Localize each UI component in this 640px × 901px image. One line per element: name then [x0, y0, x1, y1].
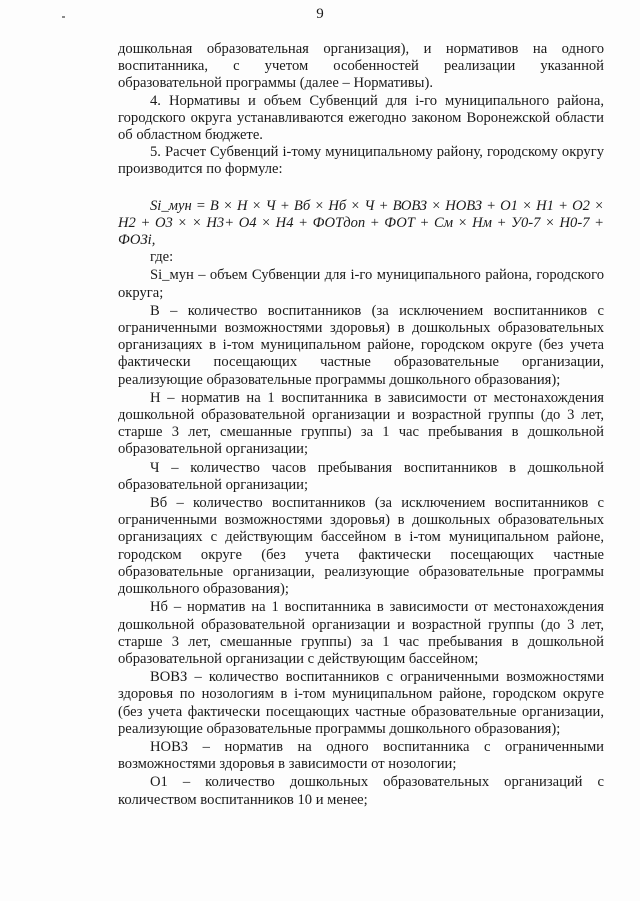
page-number: 9 — [316, 6, 324, 22]
definition-ch: Ч – количество часов пребывания воспитанников в дошкольной образовательной организации; — [118, 459, 604, 493]
definition-n-b: Нб – норматив на 1 воспитанника в зависимости от местонахождения дошкольной образовательной организации и возрастной группы (до 3 лет, старше 3 лет, смешанные группы) за 1 час пребывания в дошкольной образовательной организации с действующим бассейном; — [118, 599, 604, 667]
paragraph-continuation: дошкольная образовательная организация), и нормативов на одного воспитанника, с учетом особенностей реализации указанной образовательной программы (далее – Нормативы). — [118, 41, 604, 92]
definition-n-ovz: НОВЗ – норматив на одного воспитанника с ограниченными возможностями здоровья в зависимости от нозологии; — [118, 738, 604, 773]
definition-n: Н – норматив на 1 воспитанника в зависимости от местонахождения дошкольной образовательной организации и возрастной группы (до 3 лет, старше 3 лет, смешанные группы) за 1 час пребывания в дошкольной образовательной организации; — [118, 389, 604, 458]
paragraph-item-4: 4. Нормативы и объем Субвенций для i-го муниципального района, городского округа устанавливаются ежегодно законом Воронежской области об областном бюджете. — [118, 92, 604, 144]
paragraph-item-5: 5. Расчет Субвенций i-тому муниципальному району, городскому округу производится по формуле: — [118, 144, 604, 178]
definition-o1: О1 – количество дошкольных образовательных организаций с количеством воспитанников 10 и менее; — [118, 774, 604, 808]
where-label: где: — [150, 249, 174, 266]
definition-v: В – количество воспитанников (за исключением воспитанников с ограниченными возможностями здоровья) в дошкольных образовательных организациях в i-том муниципальном районе, городском округе (без учета фактически посещающих частные образовательные организации, реализующие образовательные программы дошкольного образования); — [118, 302, 604, 388]
document-body — [118, 41, 604, 809]
definition-v-b: Вб – количество воспитанников (за исключением воспитанников с ограниченными возможностями здоровья) в дошкольных образовательных организациях с действующим бассейном в i-том муниципальном районе, городском округе (без учета фактически посещающих частные образовательные организации, реализующие образовательные программы дошкольного образования); — [118, 495, 604, 598]
definition-v-ovz: ВОВЗ – количество воспитанников с ограниченными возможностями здоровья по нозологиям в i-том муниципальном районе, городском округе (без учета фактически посещающих частные образовательные организации, реализующие образовательные программы дошкольного образования); — [118, 669, 604, 737]
definition-s-mun: Si_мун – объем Субвенции для i-го муниципального района, городского округа; — [118, 267, 604, 301]
subvention-formula: Si_мун = В × Н × Ч + Вб × Нб × Ч + ВОВЗ × НОВЗ + О1 × Н1 + О2 × Н2 + О3 × × Н3+ О4 × Н4 + ФОТдоп + ФОТ + См × Нм + У0-7 × Н0-7 + ФОЗi, — [118, 197, 604, 249]
